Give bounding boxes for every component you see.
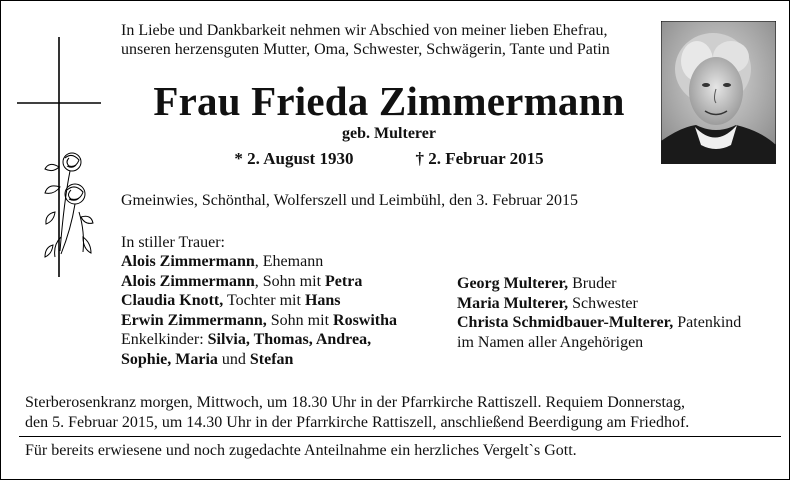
mourner-name: Christa Schmidbauer-Multerer, bbox=[457, 314, 674, 331]
cross-with-roses-icon bbox=[15, 37, 115, 277]
intro-line-1: In Liebe und Dankbarkeit nehmen wir Abschied von meiner lieben Ehefrau, bbox=[121, 22, 608, 39]
mourner-line bbox=[121, 272, 451, 292]
family-note: im Namen aller Angehörigen bbox=[457, 333, 644, 351]
grandchildren-names: Stefan bbox=[249, 350, 294, 368]
service-details bbox=[25, 393, 775, 432]
mourner-relation: Tochter mit bbox=[223, 292, 305, 309]
mourner-name: Georg Multerer, bbox=[457, 275, 569, 292]
conjunction: und bbox=[217, 350, 250, 368]
thanks-text: Für bereits erwiesene und noch zugedachte Anteilnahme ein herzliches Vergelt`s Gott. bbox=[25, 442, 577, 459]
mourner-line bbox=[457, 274, 787, 294]
mourner-line bbox=[121, 330, 451, 350]
mourner-relation: Bruder bbox=[568, 275, 617, 292]
mourner-partner: Petra bbox=[325, 272, 363, 290]
mourner-name: Erwin Zimmermann, bbox=[121, 311, 267, 329]
mourners-right bbox=[457, 274, 787, 352]
mourner-line bbox=[121, 252, 451, 272]
mourner-relation: Schwester bbox=[568, 294, 638, 312]
mourner-relation: , Ehemann bbox=[254, 253, 324, 270]
birth-name: geb. Multerer bbox=[342, 125, 436, 142]
mourner-name: Maria Multerer, bbox=[457, 294, 569, 312]
service-line-2: den 5. Februar 2015, um 14.30 Uhr in der Pfarrkirche Rattiszell, anschließend Beerdigung am Friedhof. bbox=[25, 413, 690, 431]
mourners-left bbox=[121, 252, 451, 369]
grandchildren-names: Silvia, Thomas, Andrea, bbox=[207, 331, 372, 348]
grandchildren-names: Sophie, Maria bbox=[121, 350, 218, 368]
mourner-line bbox=[457, 313, 787, 333]
mourner-name: Alois Zimmermann bbox=[121, 272, 255, 290]
divider bbox=[19, 436, 781, 437]
mourner-line bbox=[457, 294, 787, 314]
mourner-relation: Patenkind bbox=[673, 314, 742, 331]
mourner-partner: Roswitha bbox=[333, 311, 398, 329]
intro-line-2: unseren herzensguten Mutter, Oma, Schwester, Schwägerin, Tante und Patin bbox=[121, 41, 610, 58]
mourner-relation: Sohn mit bbox=[266, 311, 334, 329]
death-date: † 2. Februar 2015 bbox=[415, 149, 544, 168]
service-line-1: Sterberosenkranz morgen, Mittwoch, um 18.30 Uhr in der Pfarrkirche Rattiszell. Requiem Donnerstag, bbox=[25, 394, 685, 411]
intro-text bbox=[121, 21, 641, 59]
place-and-date: Gmeinwies, Schönthal, Wolferszell und Leimbühl, den 3. Februar 2015 bbox=[121, 192, 578, 209]
portrait-photo bbox=[661, 21, 776, 164]
mourner-partner: Hans bbox=[304, 292, 341, 309]
birth-date: * 2. August 1930 bbox=[234, 149, 354, 168]
deceased-name: Frau Frieda Zimmermann bbox=[153, 78, 625, 124]
mourning-label: In stiller Trauer: bbox=[121, 234, 225, 251]
mourner-line bbox=[457, 333, 787, 353]
mourner-line bbox=[121, 291, 451, 311]
mourner-relation: , Sohn mit bbox=[254, 272, 326, 290]
life-dates bbox=[119, 149, 659, 169]
mourner-name: Alois Zimmermann bbox=[121, 253, 255, 270]
grandchildren-label: Enkelkinder: bbox=[121, 331, 208, 348]
mourner-line bbox=[121, 350, 451, 370]
mourner-name: Claudia Knott, bbox=[121, 292, 224, 309]
mourner-line bbox=[121, 311, 451, 331]
